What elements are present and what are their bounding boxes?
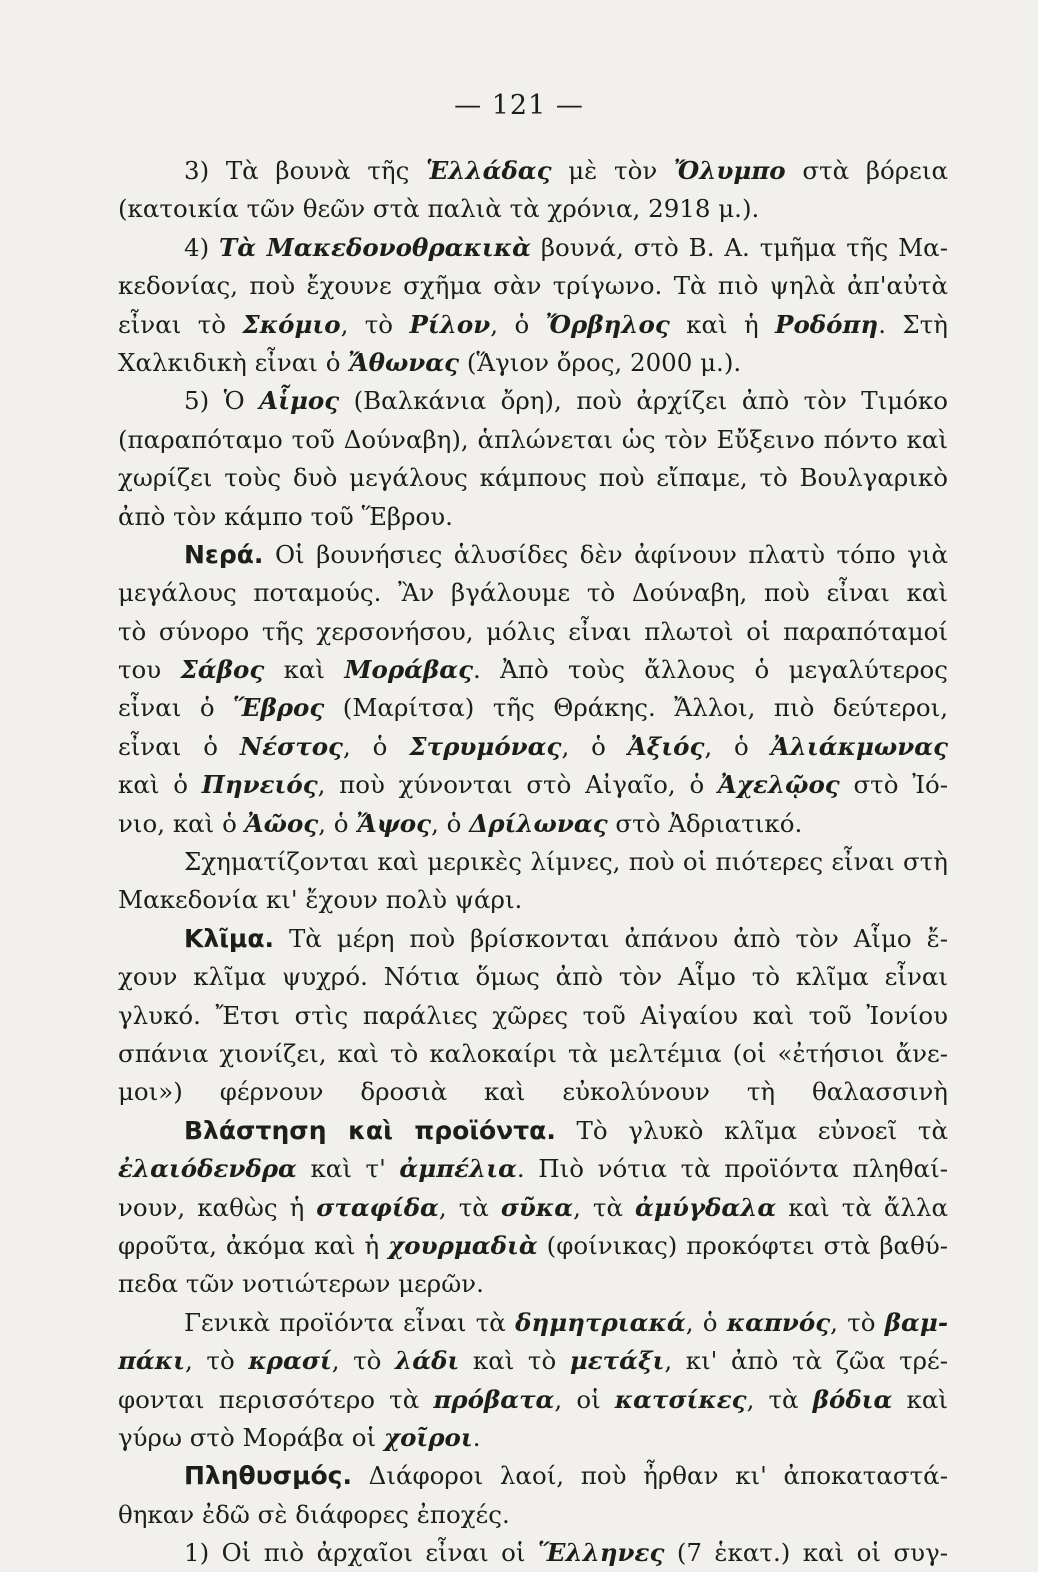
emphasized-term: Τὰ Μακεδονοθρακικὰ	[219, 232, 531, 262]
emphasized-term: Αἷμος	[259, 386, 340, 416]
text-segment: , τὰ	[746, 1384, 813, 1414]
text-segment: στὸ Ἀδριατικό.	[607, 808, 803, 838]
text-line	[118, 613, 948, 651]
text-segment: Γενικὰ προϊόντα εἶναι τὰ	[184, 1307, 516, 1337]
emphasized-term: κατσίκες	[614, 1384, 747, 1414]
text-segment: κεδονίας, ποὺ ἔχουνε σχῆμα σὰν τρίγωνο. Τὰ πιὸ ψηλὰ ἀπ'αὐτὰ	[118, 271, 948, 301]
text-segment: χωρίζει τοὺς δυὸ μεγάλους κάμπους ποὺ εἴπαμε, τὸ Βουλγαρικὸ	[118, 463, 948, 493]
text-line	[118, 1265, 948, 1303]
text-segment: του	[118, 655, 181, 685]
emphasized-term: μετάξι	[569, 1346, 665, 1376]
text-segment: τὸ σύνορο τῆς χερσονήσου, μόλις εἶναι πλωτοὶ οἱ παραπόταμοί	[118, 616, 948, 646]
text-segment: Σχηματίζονται καὶ μερικὲς λίμνες, ποὺ οἱ πιότερες εἶναι στὴ	[184, 847, 948, 877]
text-segment: γλυκό. Ἔτσι στὶς παράλιες χῶρες τοῦ Αἰγαίου καὶ τοῦ Ἰονίου	[118, 1000, 948, 1030]
emphasized-term: Μοράβας	[344, 655, 474, 685]
text-segment: θηκαν ἐδῶ σὲ διάφορες ἐποχές.	[118, 1499, 510, 1529]
text-line	[118, 843, 948, 881]
text-segment: , ὁ	[561, 731, 628, 761]
emphasized-term: Ροδόπη	[775, 309, 879, 339]
text-segment: (παραπόταμο τοῦ Δούναβη), ἁπλώνεται ὡς τὸν Εὔξεινο πόντο καὶ	[118, 424, 948, 454]
text-segment: (Βαλκάνια ὄρη), ποὺ ἀρχίζει ἀπὸ τὸν Τιμόκο	[339, 386, 948, 416]
text-segment: σπάνια χιονίζει, καὶ τὸ καλοκαίρι τὰ μελτέμια (οἱ «ἐτήσιοι ἄνε-	[118, 1038, 948, 1068]
text-segment: , ὁ	[704, 731, 771, 761]
text-segment: Τὰ μέρη ποὺ βρίσκονται ἀπάνου ἀπὸ τὸν Αἷμο ἔ-	[274, 923, 948, 953]
text-line	[118, 1419, 948, 1457]
text-line	[118, 536, 948, 574]
text-segment: φροῦτα, ἀκόμα καὶ ἡ	[118, 1230, 389, 1260]
emphasized-term: βόδια	[812, 1384, 893, 1414]
emphasized-term: κρασί	[248, 1346, 332, 1376]
text-segment: , τὸ	[185, 1346, 249, 1376]
text-line	[118, 459, 948, 497]
emphasized-term: πρόβατα	[433, 1384, 555, 1414]
text-line	[118, 651, 948, 689]
text-segment: μοι») φέρνουν δροσιὰ καὶ εὐκολύνουν τὴ θαλασσινὴ	[118, 1077, 948, 1107]
text-segment: , ποὺ χύνονται στὸ Αἰγαῖο, ὁ	[317, 770, 718, 800]
text-line	[118, 498, 948, 536]
text-segment: . Πιὸ νότια τὰ προϊόντα πληθαί-	[516, 1154, 948, 1184]
text-segment: , τὸ	[331, 1346, 396, 1376]
text-line	[118, 267, 948, 305]
text-line	[118, 306, 948, 344]
emphasized-term: Σάβος	[180, 655, 265, 685]
emphasized-term: σταφίδα	[316, 1192, 439, 1222]
emphasized-term: Ὄρβηλος	[545, 309, 670, 339]
emphasized-term: βαμ-	[884, 1307, 948, 1337]
text-segment: 1) Οἱ πιὸ ἀρχαῖοι εἶναι οἱ	[184, 1538, 538, 1568]
text-line	[118, 689, 948, 727]
text-segment: καὶ	[264, 655, 345, 685]
text-segment: εἶναι ὁ	[118, 731, 240, 761]
text-segment: , ὁ	[431, 808, 470, 838]
text-line	[118, 1304, 948, 1342]
emphasized-term: ἐλαιόδενδρα	[118, 1154, 297, 1184]
text-segment: Τὸ γλυκὸ κλῖμα εὐνοεῖ τὰ	[555, 1115, 948, 1145]
text-segment: . Στὴ	[878, 309, 948, 339]
text-line	[118, 805, 948, 843]
text-segment: νουν, καθὼς ἡ	[118, 1192, 317, 1222]
emphasized-term: Ὄλυμπο	[673, 156, 786, 185]
text-segment: Διάφοροι λαοί, ποὺ ἦρθαν κι' ἀποκαταστά-	[351, 1461, 948, 1491]
text-segment: χουν κλῖμα ψυχρό. Νότια ὅμως ἀπὸ τὸν Αἷμο τὸ κλῖμα εἶναι	[118, 962, 948, 992]
text-segment: , ὁ	[685, 1307, 727, 1337]
emphasized-term: Ρίλον	[409, 309, 491, 339]
emphasized-term: καπνός	[726, 1307, 831, 1337]
emphasized-term: Ἕβρος	[233, 693, 325, 723]
emphasized-term: Πηνειός	[201, 770, 318, 800]
text-line	[118, 766, 948, 804]
text-line	[118, 1227, 948, 1265]
text-segment: , τὰ	[573, 1192, 636, 1222]
emphasized-term: δημητριακά	[515, 1307, 686, 1337]
text-segment: , τὸ	[340, 309, 410, 339]
emphasized-term: Ἀλιάκμωνας	[770, 731, 948, 761]
text-line	[118, 920, 948, 958]
text-segment: , κι' ἀπὸ τὰ ζῶα τρέ-	[664, 1346, 948, 1376]
text-segment: νιο, καὶ ὁ	[118, 808, 245, 838]
section-heading: Νερά.	[184, 539, 264, 569]
text-line	[118, 574, 948, 612]
text-segment: καὶ	[892, 1384, 948, 1414]
section-heading: Βλάστηση καὶ προϊόντα.	[184, 1115, 556, 1145]
emphasized-term: Ἑλλάδας	[425, 156, 552, 185]
text-segment: ἀπὸ τὸν κάμπο τοῦ Ἕβρου.	[118, 501, 453, 531]
emphasized-term: Ἄθωνας	[348, 347, 460, 377]
text-line	[118, 958, 948, 996]
section-heading: Κλῖμα.	[184, 923, 275, 953]
text-segment: φονται περισσότερο τὰ	[118, 1384, 434, 1414]
text-line	[118, 1342, 948, 1380]
text-segment: (7 ἑκατ.) καὶ οἱ συγ-	[664, 1538, 948, 1568]
emphasized-term: ἀμύγδαλα	[635, 1192, 777, 1222]
text-segment: (κατοικία τῶν θεῶν στὰ παλιὰ τὰ χρόνια, 2918 μ.).	[118, 194, 760, 224]
page-number: — 121 —	[454, 90, 584, 121]
text-segment: καὶ τὰ ἄλλα	[776, 1192, 948, 1222]
emphasized-term: χοῖροι	[383, 1422, 473, 1452]
text-line	[118, 344, 948, 382]
text-segment: εἶναι τὸ	[118, 309, 243, 339]
text-line	[118, 1457, 948, 1495]
emphasized-term: Ἄψος	[356, 808, 432, 838]
text-segment: στὰ βόρεια	[785, 156, 948, 185]
emphasized-term: ἀμπέλια	[399, 1154, 517, 1184]
text-segment: καὶ ἡ	[669, 309, 776, 339]
text-segment: μὲ τὸν	[551, 156, 674, 185]
text-segment: , ὁ	[318, 808, 357, 838]
text-line	[118, 1112, 948, 1150]
text-segment: στὸ Ἰό-	[839, 770, 948, 800]
text-line	[118, 382, 948, 420]
text-line	[118, 1073, 948, 1111]
emphasized-term: πάκι	[118, 1346, 186, 1376]
text-segment: , οἱ	[554, 1384, 615, 1414]
emphasized-term: Ἀξιός	[627, 731, 705, 761]
text-segment: , ὁ	[490, 309, 546, 339]
text-line	[118, 997, 948, 1035]
text-line	[118, 190, 948, 228]
text-line	[118, 1035, 948, 1073]
text-line	[118, 229, 948, 267]
emphasized-term: Ἀχελῷος	[717, 770, 840, 800]
text-segment: , τὰ	[438, 1192, 501, 1222]
text-segment: 3) Τὰ βουνὰ τῆς	[184, 156, 426, 185]
text-segment: . Ἀπὸ τοὺς ἄλλους ὁ μεγαλύτερος	[473, 655, 948, 685]
emphasized-term: Δρίλωνας	[469, 808, 608, 838]
text-segment: (Μαρίτσα) τῆς Θράκης. Ἄλλοι, πιὸ δεύτεροι,	[324, 693, 948, 723]
text-segment: , τὸ	[830, 1307, 885, 1337]
text-segment: , ὁ	[342, 731, 410, 761]
text-segment: καὶ τὸ	[459, 1346, 570, 1376]
text-line	[118, 1189, 948, 1227]
text-line	[118, 1534, 948, 1572]
emphasized-term: Ἀῶος	[244, 808, 319, 838]
text-line	[118, 1150, 948, 1188]
text-line	[118, 421, 948, 459]
text-segment: 5) Ὁ	[184, 386, 260, 416]
text-line	[118, 1496, 948, 1534]
text-segment: γύρω στὸ Μοράβα οἱ	[118, 1422, 384, 1452]
emphasized-term: Νέστος	[239, 731, 343, 761]
text-segment: .	[472, 1422, 481, 1452]
text-segment: βουνά, στὸ Β. Α. τμῆμα τῆς Μα-	[530, 232, 948, 262]
emphasized-term: σῦκα	[500, 1192, 574, 1222]
text-segment: 4)	[184, 232, 220, 262]
text-segment: μεγάλους ποταμούς. Ἂν βγάλουμε τὸ Δούναβη, ποὺ εἶναι καὶ	[118, 578, 948, 608]
text-segment: (φοίνικας) προκόφτει στὰ βαθύ-	[537, 1230, 948, 1260]
text-segment: καὶ τ'	[296, 1154, 400, 1184]
text-segment: Χαλκιδικὴ εἶναι ὁ	[118, 347, 349, 377]
body-text	[118, 152, 948, 1572]
text-segment: Οἱ βουνήσιες ἁλυσίδες δὲν ἀφίνουν πλατὺ τόπο γιὰ	[263, 539, 948, 569]
emphasized-term: Σκόμιο	[242, 309, 341, 339]
text-segment: (Ἅγιον ὄρος, 2000 μ.).	[459, 347, 742, 377]
emphasized-term: χουρμαδιὰ	[388, 1230, 538, 1260]
emphasized-term: Ἕλληνες	[537, 1538, 665, 1568]
text-segment: εἶναι ὁ	[118, 693, 234, 723]
emphasized-term: λάδι	[395, 1346, 460, 1376]
text-line	[118, 728, 948, 766]
text-line	[118, 152, 948, 190]
emphasized-term: Στρυμόνας	[409, 731, 562, 761]
text-line	[118, 881, 948, 919]
text-segment: καὶ ὁ	[118, 770, 202, 800]
text-segment: πεδα τῶν νοτιώτερων μερῶν.	[118, 1269, 484, 1299]
text-segment: Μακεδονία κι' ἔχουν πολὺ ψάρι.	[118, 885, 523, 915]
section-heading: Πληθυσμός.	[184, 1461, 352, 1491]
text-line	[118, 1381, 948, 1419]
